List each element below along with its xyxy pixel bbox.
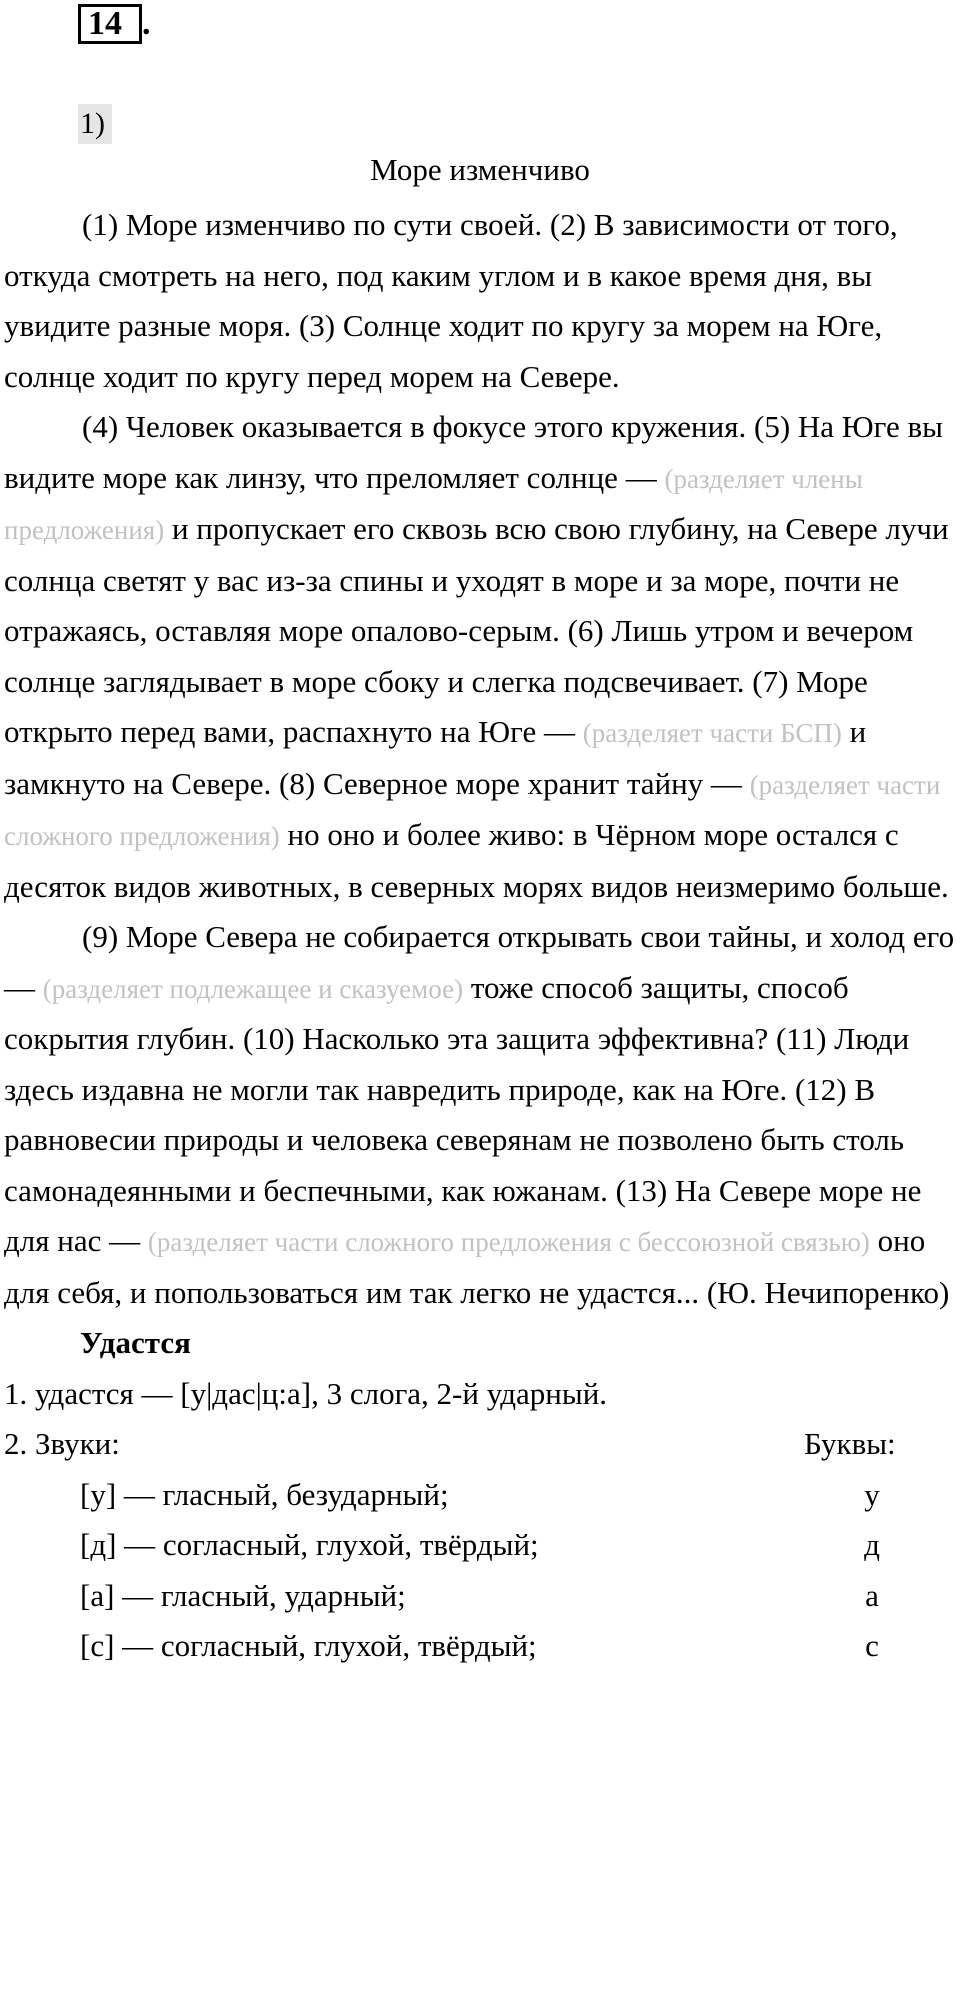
paragraph-1: (1) Море изменчиво по сути своей. (2) В зависимости от того, откуда смотреть на него, под каким углом и в какое время дня, вы увидите разные моря. (3) Солнце ходит по кругу за морем на Юге, солнце ходит по кругу перед морем на Севере. bbox=[4, 207, 898, 394]
punctuation-note: (разделяет части БСП) bbox=[582, 718, 842, 748]
sound-row bbox=[4, 1621, 958, 1672]
sound-row bbox=[4, 1520, 958, 1571]
sound-row bbox=[4, 1470, 958, 1521]
sound-letter: а bbox=[865, 1577, 879, 1613]
sounds-label: 2. Звуки: bbox=[4, 1426, 120, 1461]
sound-letter: д bbox=[864, 1527, 880, 1562]
analysis-item-1: 1. удастся — [у|дас|ц:а], 3 слога, 2-й ударный. bbox=[4, 1375, 608, 1411]
sound-description: [а] — гласный, ударный; bbox=[80, 1577, 406, 1613]
paragraph-2-part-b: и пропускает его сквозь всю свою глубину, на Севере лучи солнца светят у вас из-за спины и уходят в море и за море, почти не отражаясь, оставляя море опалово-серым. (6) Лишь утром и вечером солнце заглядывает в море сбоку и слегка подсвечивает. (7) Море открыто перед вами, распахнуто на Юге — bbox=[4, 511, 949, 749]
sound-row bbox=[4, 1571, 958, 1622]
paragraph-2-part-a: (4) Человек оказывается в фокусе этого кружения. (5) На Юге вы видите море как линзу, что преломляет солнце — bbox=[4, 409, 943, 495]
paragraph-2-part-c: и замкнуто на Севере. (8) Северное море хранит тайну — bbox=[4, 714, 867, 801]
paragraph-2-part-d: но оно и более живо: в Чёрном море остался с десяток видов животных, в северных морях видов неизмеримо больше. bbox=[4, 817, 949, 904]
sound-letter: с bbox=[865, 1628, 879, 1663]
exercise-number-dot: . bbox=[142, 5, 151, 42]
paragraph-3-part-b: тоже способ защиты, способ сокрытия глубин. (10) Насколько эта защита эффективна? (11) Люди здесь издавна не могли так навредить природе, как на Юге. (12) В равновесии природы и человека северянам не позволено быть столь самонадеянными и беспечными, как южанам. (13) На Севере море не для нас — bbox=[4, 969, 922, 1258]
analysis-item-2 bbox=[4, 1419, 958, 1470]
paragraph-3-part-c: оно для себя, и попользоваться им так легко не удастся... (Ю. Нечипоренко) bbox=[4, 1223, 950, 1310]
punctuation-note: (разделяет части сложного предложения с бессоюзной связью) bbox=[147, 1227, 870, 1257]
letters-label: Буквы: bbox=[804, 1426, 896, 1461]
sound-description: [с] — согласный, глухой, твёрдый; bbox=[80, 1628, 537, 1663]
paragraph-2 bbox=[4, 402, 958, 912]
analysis-heading: Удастся bbox=[80, 1325, 191, 1360]
sound-letter: у bbox=[864, 1476, 880, 1512]
sound-description: [у] — гласный, безударный; bbox=[80, 1476, 449, 1512]
punctuation-note: (разделяет части сложного предложения) bbox=[4, 769, 941, 851]
punctuation-note: (разделяет подлежащее и сказуемое) bbox=[42, 973, 464, 1004]
punctuation-note: (разделяет члены предложения) bbox=[4, 463, 863, 545]
sub-number: 1) bbox=[78, 104, 112, 144]
sound-description: [д] — согласный, глухой, твёрдый; bbox=[80, 1527, 539, 1562]
text-title: Море изменчиво bbox=[370, 152, 590, 187]
paragraph-3 bbox=[4, 912, 958, 1318]
paragraph-3-part-a: (9) Море Севера не собирается открывать свои тайны, и холод его — bbox=[4, 919, 955, 1005]
text-body bbox=[4, 200, 958, 1672]
exercise-number: 14 bbox=[88, 5, 122, 42]
